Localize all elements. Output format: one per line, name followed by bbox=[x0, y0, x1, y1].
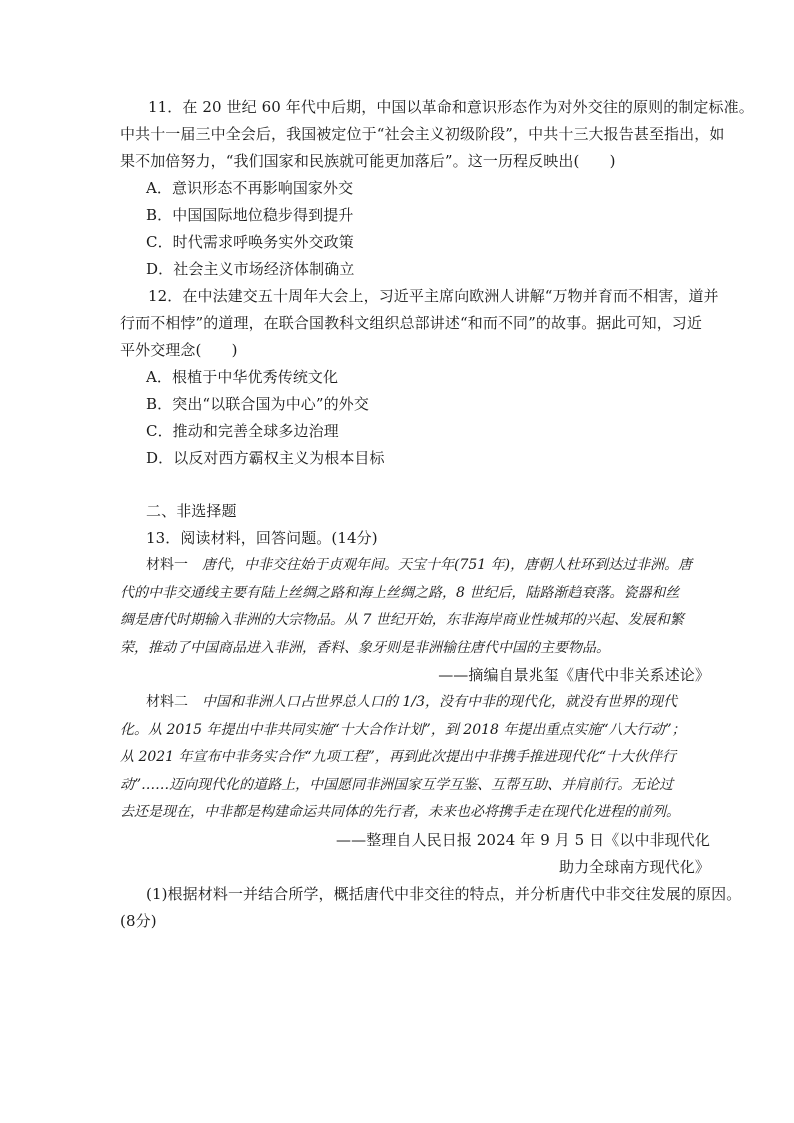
question-12-stem-line-2: 行而不相悖”的道理，在联合国教科文组织总部讲述“和而不同”的故事。据此可知，习近 bbox=[120, 314, 703, 332]
material-1-line-2: 代的中非交通线主要有陆上丝绸之路和海上丝绸之路，8 世纪后，陆路渐趋衰落。瓷器和丝 bbox=[120, 584, 680, 601]
question-11-option-c[interactable]: C．时代需求呼唤务实外交政策 bbox=[146, 233, 354, 251]
material-2-source-line-2: 助力全球南方现代化》 bbox=[558, 857, 710, 876]
question-11-stem-line-1: 11．在 20 世纪 60 年代中后期，中国以革命和意识形态作为对外交往的原则的制定标准。 bbox=[148, 98, 754, 116]
material-1-line-3: 绸是唐代时期输入非洲的大宗物品。从 7 世纪开始，东非海岸商业性城邦的兴起、发展和繁 bbox=[120, 612, 684, 628]
question-13-1 bbox=[120, 881, 742, 935]
material-2-source-line-1: ——整理自人民日报 2024 年 9 月 5 日《以中非现代化 bbox=[336, 830, 710, 849]
material-1-line-4: 荣，推动了中国商品进入非洲，香料、象牙则是非洲输往唐代中国的主要物品。 bbox=[120, 639, 610, 656]
question-13-1-line-1: (1)根据材料一并结合所学，概括唐代中非交往的特点，并分析唐代中非交往发展的原因。 bbox=[146, 884, 742, 903]
material-1-source: ——摘编自景兆玺《唐代中非关系述论》 bbox=[438, 666, 710, 684]
section-gap bbox=[120, 472, 710, 498]
question-11 bbox=[120, 94, 754, 283]
material-1 bbox=[120, 552, 710, 689]
question-12-option-c[interactable]: C．推动和完善全球多边治理 bbox=[146, 422, 339, 440]
question-12 bbox=[120, 283, 719, 472]
question-11-option-a[interactable]: A．意识形态不再影响国家外交 bbox=[146, 179, 354, 197]
question-13-title: 13．阅读材料，回答问题。(14分) bbox=[146, 529, 378, 547]
material-2 bbox=[120, 689, 710, 881]
material-1-text-1: 唐代，中非交往始于贞观年间。天宝十年(751 年)，唐朝人杜环到达过非洲。唐 bbox=[202, 557, 693, 573]
material-1-line-1 bbox=[120, 552, 710, 580]
question-11-stem-line-2: 中共十一届三中全会后，我国被定位于“社会主义初级阶段”，中共十三大报告甚至指出，如 bbox=[120, 125, 725, 143]
material-2-text-1: 中国和非洲人口占世界总人口的 1/3，没有中非的现代化，就没有世界的现代 bbox=[202, 694, 677, 710]
material-2-label: 材料二 bbox=[146, 694, 188, 710]
question-11-option-d[interactable]: D．社会主义市场经济体制确立 bbox=[146, 260, 355, 278]
question-12-stem-line-3: 平外交理念( ) bbox=[120, 341, 238, 359]
material-2-line-4: 动”……迈向现代化的道路上，中国愿同非洲国家互学互鉴、互帮互助、并肩前行。无论过 bbox=[120, 776, 674, 793]
question-12-option-d[interactable]: D．以反对西方霸权主义为根本目标 bbox=[146, 449, 385, 467]
question-13-1-line-2: (8分) bbox=[120, 911, 157, 930]
material-2-line-2: 化。从 2015 年提出中非共同实施“十大合作计划”，到 2018 年提出重点实施“八大行动”； bbox=[120, 721, 686, 738]
question-12-stem-line-1: 12．在中法建交五十周年大会上，习近平主席向欧洲人讲解“万物并育而不相害，道并 bbox=[148, 287, 719, 305]
page-content bbox=[120, 94, 754, 935]
question-12-option-a[interactable]: A．根植于中华优秀传统文化 bbox=[146, 368, 339, 386]
material-2-line-1 bbox=[120, 689, 710, 717]
material-2-line-5: 去还是现在，中非都是构建命运共同体的先行者，未来也必将携手走在现代化进程的前列。 bbox=[120, 804, 680, 820]
question-12-option-b[interactable]: B．突出“以联合国为中心”的外交 bbox=[146, 395, 369, 413]
section-heading: 二、非选择题 bbox=[146, 502, 237, 520]
material-1-label: 材料一 bbox=[146, 557, 188, 573]
question-11-stem-line-3: 果不加倍努力，“我们国家和民族就可能更加落后”。这一历程反映出( ) bbox=[120, 152, 616, 170]
question-11-option-b[interactable]: B．中国国际地位稳步得到提升 bbox=[146, 206, 354, 224]
material-2-line-3: 从 2021 年宣布中非务实合作“九项工程”，再到此次提出中非携手推进现代化“十大伙伴行 bbox=[120, 749, 676, 765]
